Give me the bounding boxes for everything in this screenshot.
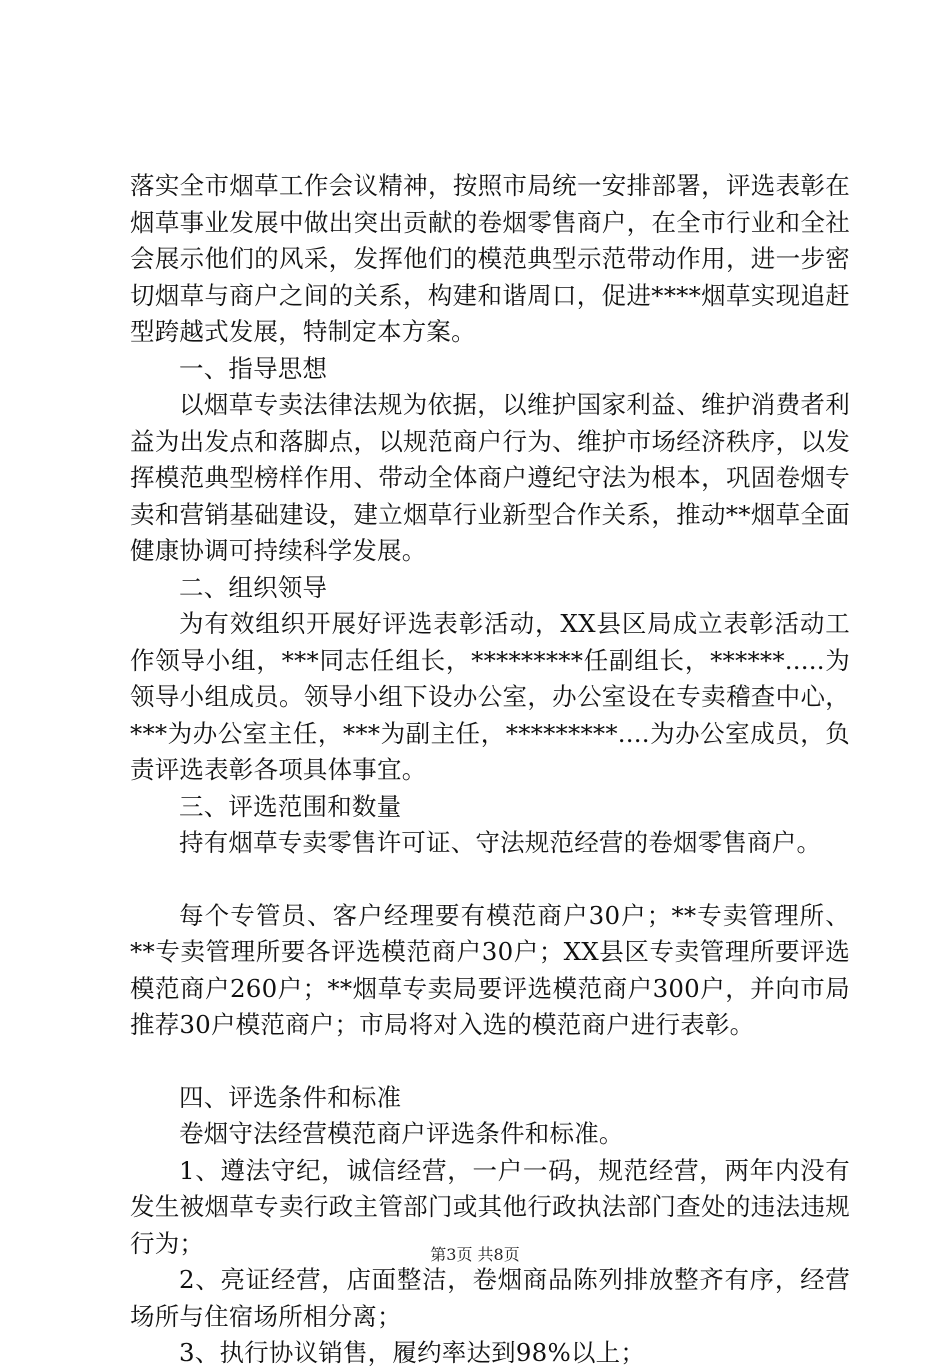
heading-organization: 二、组织领导 [179,572,328,602]
paragraph-guiding-ideology: 以烟草专卖法律法规为依据，以维护国家利益、维护消费者利益为出发点和落脚点，以规范商户行为、维护市场经济秩序，以发挥模范典型榜样作用、带动全体商户遵纪守法为根本，巩固卷烟专卖和营销基础建设，建立烟草行业新型合作关系，推动**烟草全面健康协调可持续科学发展。 [130,390,850,565]
blank-line [130,862,850,898]
criteria-item-3: 3、执行协议销售，履约率达到98%以上； [179,1338,646,1367]
document-body [130,168,850,1372]
blank-line [130,1044,850,1080]
paragraph-organization: 为有效组织开展好评选表彰活动，XX县区局成立表彰活动工作领导小组，***同志任组长，*********任副组长，******.....为领导小组成员。领导小组下设办公室，办公室设在专卖稽查中心，***为办公室主任，***为副主任，*********....为办公室成员，负责评选表彰各项具体事宜。 [130,609,850,784]
paragraph-quantity: 每个专管员、客户经理要有模范商户30户；**专卖管理所、**专卖管理所要各评选模范商户30户；XX县区专卖管理所要评选模范商户260户；**烟草专卖局要评选模范商户300户，并向市局推荐30户模范商户；市局将对入选的模范商户进行表彰。 [130,900,850,1039]
paragraph-criteria-intro: 卷烟守法经营模范商户评选条件和标准。 [179,1119,624,1148]
criteria-item-1: 1、遵法守纪，诚信经营，一户一码，规范经营，两年内没有发生被烟草专卖行政主管部门或其他行政执法部门查处的违法违规行为； [130,1155,850,1258]
paragraph-scope: 持有烟草专卖零售许可证、守法规范经营的卷烟零售商户。 [179,828,822,857]
heading-guiding-ideology: 一、指导思想 [179,353,328,383]
paragraph-intro: 落实全市烟草工作会议精神，按照市局统一安排部署，评选表彰在烟草事业发展中做出突出贡献的卷烟零售商户，在全市行业和全社会展示他们的风采，发挥他们的模范典型示范带动作用，进一步密切烟草与商户之间的关系，构建和谐周口，促进****烟草实现追赶型跨越式发展，特制定本方案。 [130,171,850,346]
heading-scope-and-quantity: 三、评选范围和数量 [179,791,402,821]
page-number-footer: 第3页 共8页 [430,1245,520,1264]
heading-criteria: 四、评选条件和标准 [179,1082,402,1112]
criteria-item-2: 2、亮证经营，店面整洁，卷烟商品陈列排放整齐有序，经营场所与住宿场所相分离； [130,1265,850,1331]
